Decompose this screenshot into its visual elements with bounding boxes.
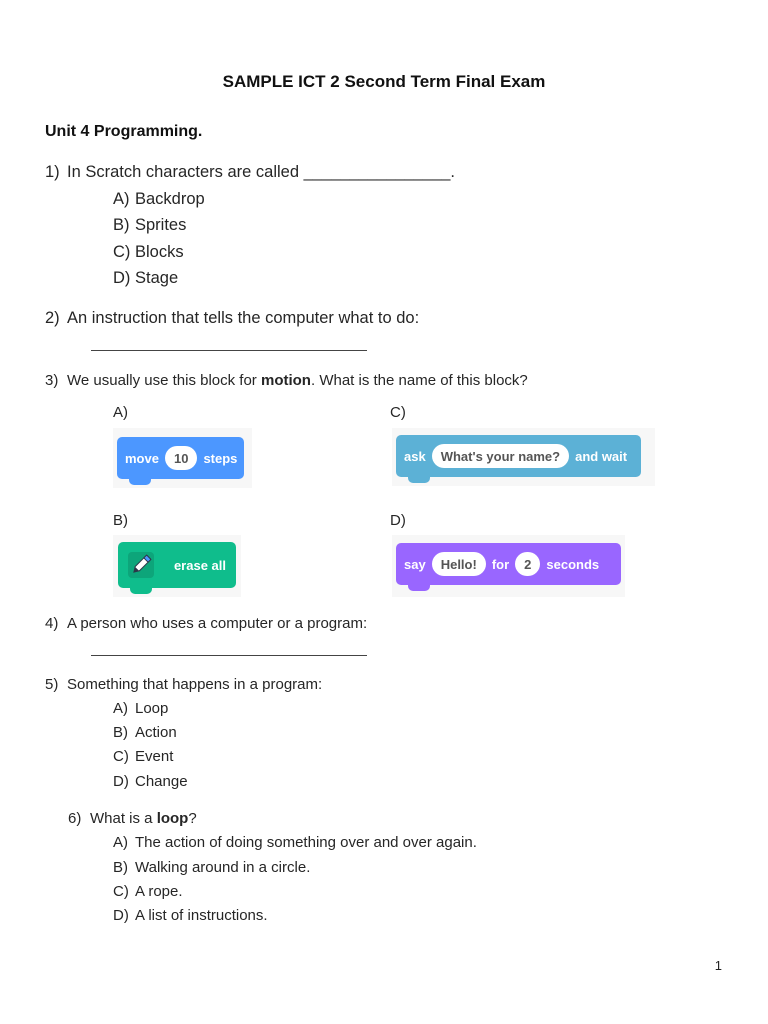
option-text: Walking around in a circle.: [135, 859, 311, 876]
q3-label-b[interactable]: B): [113, 512, 128, 529]
option-text: Event: [135, 748, 174, 765]
answer-line-q2[interactable]: [91, 350, 367, 351]
q6-option-b[interactable]: [113, 859, 310, 876]
question-number: 1): [45, 163, 60, 181]
q3-label-c[interactable]: C): [390, 404, 406, 421]
question-number: 6): [68, 810, 82, 827]
option-text: Loop: [135, 700, 169, 717]
question-text: An instruction that tells the computer what to do:: [67, 309, 420, 327]
option-text: Sprites: [135, 216, 187, 234]
q3-label-d[interactable]: D): [390, 512, 406, 529]
block-word: move: [125, 450, 159, 466]
option-letter: C): [113, 243, 131, 261]
option-letter: D): [113, 773, 129, 790]
option-text: Change: [135, 773, 188, 790]
q6-option-d[interactable]: [113, 907, 268, 924]
question-5: [45, 676, 322, 693]
question-text-bold: motion: [260, 372, 311, 389]
exam-title: SAMPLE ICT 2 Second Term Final Exam: [222, 72, 546, 91]
question-4: [45, 615, 367, 632]
option-letter: A): [113, 190, 130, 208]
q5-option-d[interactable]: [113, 773, 188, 790]
option-text: Stage: [135, 269, 179, 287]
q1-option-b[interactable]: [113, 216, 186, 235]
option-text: A rope.: [135, 883, 183, 900]
answer-line-q4[interactable]: [91, 655, 367, 656]
question-text: In Scratch characters are called ________________.: [67, 163, 456, 181]
option-letter: D): [113, 907, 129, 924]
question-text-start: What is a: [90, 810, 157, 827]
page-number: 1: [714, 958, 722, 973]
question-text: Something that happens in a program:: [67, 676, 323, 693]
q1-option-c[interactable]: [113, 243, 184, 262]
block-word: seconds: [546, 556, 600, 572]
block-notch: [130, 587, 152, 594]
say-for-seconds-block[interactable]: [396, 543, 621, 585]
option-letter: B): [113, 216, 130, 234]
question-number: 3): [45, 372, 59, 389]
q5-option-b[interactable]: [113, 724, 177, 741]
option-letter: A): [113, 834, 128, 851]
block-notch: [408, 584, 430, 591]
block-word: say: [404, 556, 426, 572]
block-input: 10: [165, 446, 197, 470]
option-letter: B): [113, 724, 128, 741]
pen-icon: [126, 550, 156, 580]
question-text: A person who uses a computer or a program:: [67, 615, 368, 632]
block-input: What's your name?: [432, 444, 569, 468]
question-1: [45, 163, 455, 182]
option-letter: C): [113, 883, 129, 900]
option-letter: A): [113, 700, 128, 717]
option-text: The action of doing something over and over again.: [135, 834, 477, 851]
option-text: Blocks: [135, 243, 184, 261]
option-text: Action: [135, 724, 177, 741]
block-notch: [129, 478, 151, 485]
ask-and-wait-block[interactable]: [396, 435, 641, 477]
q6-option-c[interactable]: [113, 883, 183, 900]
block-input: Hello!: [432, 552, 486, 576]
q5-option-a[interactable]: [113, 700, 168, 717]
question-text-start: We usually use this block for: [67, 372, 261, 389]
move-steps-block[interactable]: [117, 437, 244, 479]
option-text: Backdrop: [135, 190, 205, 208]
q1-option-a[interactable]: [113, 190, 205, 209]
unit-heading: Unit 4 Programming.: [45, 123, 203, 140]
block-notch: [408, 476, 430, 483]
option-letter: B): [113, 859, 128, 876]
question-text-end: ?: [188, 810, 197, 827]
question-text-bold: loop: [156, 810, 189, 827]
option-letter: C): [113, 748, 129, 765]
q3-label-a[interactable]: A): [113, 404, 128, 421]
question-3: [45, 372, 528, 389]
block-word: and wait: [575, 448, 628, 464]
question-number: 4): [45, 615, 59, 632]
question-number: 2): [45, 309, 60, 327]
option-text: A list of instructions.: [135, 907, 268, 924]
q1-option-d[interactable]: [113, 269, 178, 288]
question-2: [45, 309, 419, 328]
question-text-end: . What is the name of this block?: [310, 372, 528, 389]
erase-all-block[interactable]: [118, 542, 236, 588]
block-word: for: [491, 556, 510, 572]
option-letter: D): [113, 269, 131, 287]
question-number: 5): [45, 676, 59, 693]
block-word: steps: [203, 450, 238, 466]
block-input: 2: [515, 552, 540, 576]
question-6: [68, 810, 197, 827]
block-word: erase all: [173, 557, 226, 573]
q6-option-a[interactable]: [113, 834, 477, 851]
q5-option-c[interactable]: [113, 748, 173, 765]
block-word: ask: [404, 448, 426, 464]
